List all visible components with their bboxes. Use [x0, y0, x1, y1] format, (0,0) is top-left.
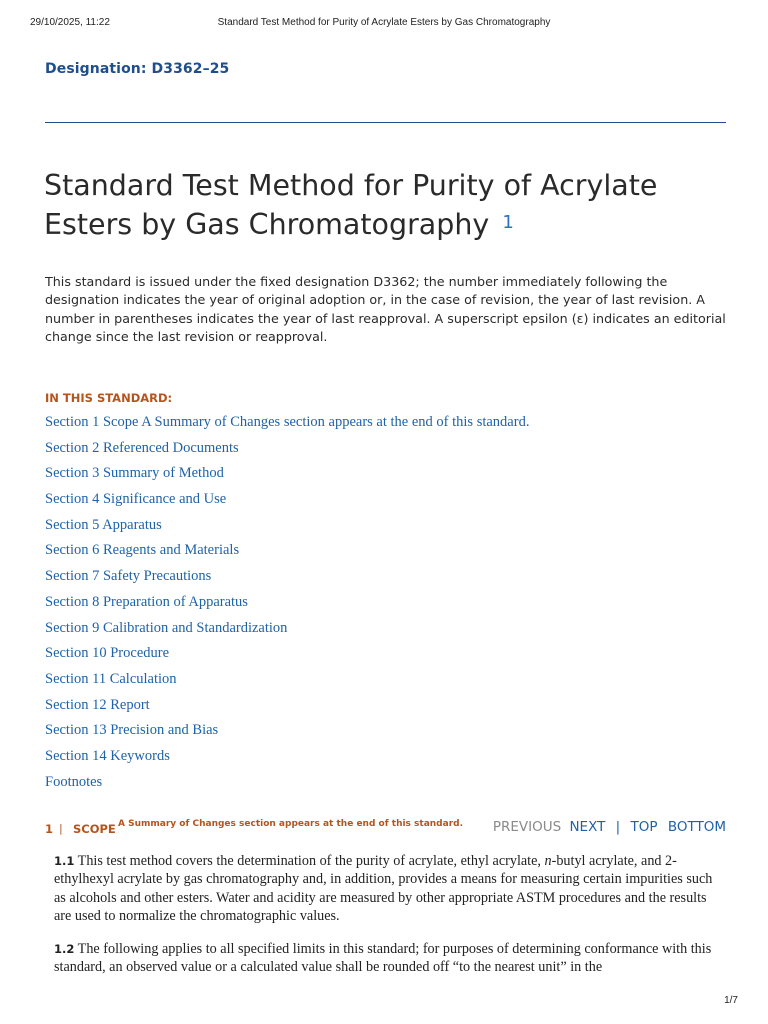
toc-link-section-1[interactable]: Section 1 Scope A Summary of Changes section appears at the end of this standard.	[45, 414, 530, 430]
toc-link-section-12[interactable]: Section 12 Report	[45, 696, 150, 713]
toc-item	[45, 643, 529, 669]
toc-link-section-3[interactable]: Section 3 Summary of Method	[45, 465, 224, 482]
next-link[interactable]: NEXT	[569, 819, 606, 835]
bottom-link[interactable]: BOTTOM	[667, 819, 726, 835]
toc-link-section-5[interactable]: Section 5 Apparatus	[45, 516, 162, 533]
title-divider	[45, 122, 726, 123]
previous-link[interactable]: PREVIOUS	[492, 819, 562, 835]
toc-link-section-14[interactable]: Section 14 Keywords	[45, 747, 170, 764]
print-header	[0, 17, 768, 31]
title-footnote-link[interactable]: 1	[502, 212, 514, 233]
section-name: SCOPE	[73, 822, 116, 836]
toc-item	[45, 669, 529, 695]
paragraph-number: 1.2	[54, 942, 75, 956]
toc-link-section-10[interactable]: Section 10 Procedure	[45, 645, 170, 662]
paragraph-italic: n	[544, 853, 552, 869]
paragraph-1-2	[54, 940, 726, 980]
toc-item	[45, 438, 529, 464]
intro-paragraph: This standard is issued under the fixed designation D3362; the number immediately following the designation indicates the year of original adoption or, in the case of revision, the year of last revision. A number in parentheses indicates the year of last reapproval. A superscript epsilon (ε) indicates an editorial change since the last revision or reapproval.	[45, 274, 726, 345]
section-number: 1	[45, 822, 54, 836]
document-title-text: Standard Test Method for Purity of Acrylate Esters by Gas Chromatography	[44, 169, 658, 241]
section-nav	[493, 819, 726, 835]
print-datetime: 29/10/2025, 11:22	[30, 17, 110, 28]
nav-separator: |	[615, 819, 621, 835]
top-link[interactable]: TOP	[630, 819, 658, 835]
print-title: Standard Test Method for Purity of Acrylate Esters by Gas Chromatography	[217, 17, 551, 28]
toc-item	[45, 592, 529, 618]
toc-item	[45, 540, 529, 566]
toc-item	[45, 412, 529, 438]
paragraph-text: This test method covers the determination of the purity of acrylate, ethyl acrylate,	[74, 853, 545, 869]
toc-item	[45, 515, 529, 541]
toc-item	[45, 489, 529, 515]
toc-link-section-7[interactable]: Section 7 Safety Precautions	[45, 568, 212, 585]
toc-link-footnotes[interactable]: Footnotes	[45, 773, 103, 790]
toc-item	[45, 566, 529, 592]
section-header	[45, 817, 726, 837]
toc-link-section-8[interactable]: Section 8 Preparation of Apparatus	[45, 593, 248, 610]
paragraph-text: -butyl acrylate, and 2-ethylhexyl acrylate by gas chromatography and, in addition, provides a means for measuring certain impurities such as alcohols and other esters. Water and acidity are measured by other appropriate ASTM procedures and the results are used to normalize the chromatographic values.	[54, 853, 713, 924]
toc-item	[45, 618, 529, 644]
toc-link-section-9[interactable]: Section 9 Calibration and Standardization	[45, 619, 288, 636]
section-note: A Summary of Changes section appears at the end of this standard.	[118, 819, 464, 829]
page-count: 1/7	[724, 995, 738, 1006]
toc-item	[45, 463, 529, 489]
toc-heading: IN THIS STANDARD:	[45, 391, 173, 405]
toc-item	[45, 695, 529, 721]
toc-link-section-2[interactable]: Section 2 Referenced Documents	[45, 439, 239, 456]
toc-item	[45, 746, 529, 772]
section-separator: |	[59, 822, 63, 835]
toc-list	[45, 412, 529, 797]
toc-link-section-6[interactable]: Section 6 Reagents and Materials	[45, 542, 240, 559]
paragraph-number: 1.1	[54, 854, 75, 868]
toc-item	[45, 720, 529, 746]
toc-link-section-4[interactable]: Section 4 Significance and Use	[45, 491, 227, 508]
toc-link-section-11[interactable]: Section 11 Calculation	[45, 670, 177, 687]
designation: Designation: D3362–25	[45, 61, 230, 77]
paragraph-1-1	[54, 852, 726, 925]
toc-item	[45, 772, 529, 798]
toc-link-section-13[interactable]: Section 13 Precision and Bias	[45, 722, 219, 739]
document-title	[44, 166, 724, 244]
paragraph-text: The following applies to all specified limits in this standard; for purposes of determining conformance with this standard, an observed value or a calculated value shall be rounded off “to the nearest unit” in the	[54, 941, 712, 976]
